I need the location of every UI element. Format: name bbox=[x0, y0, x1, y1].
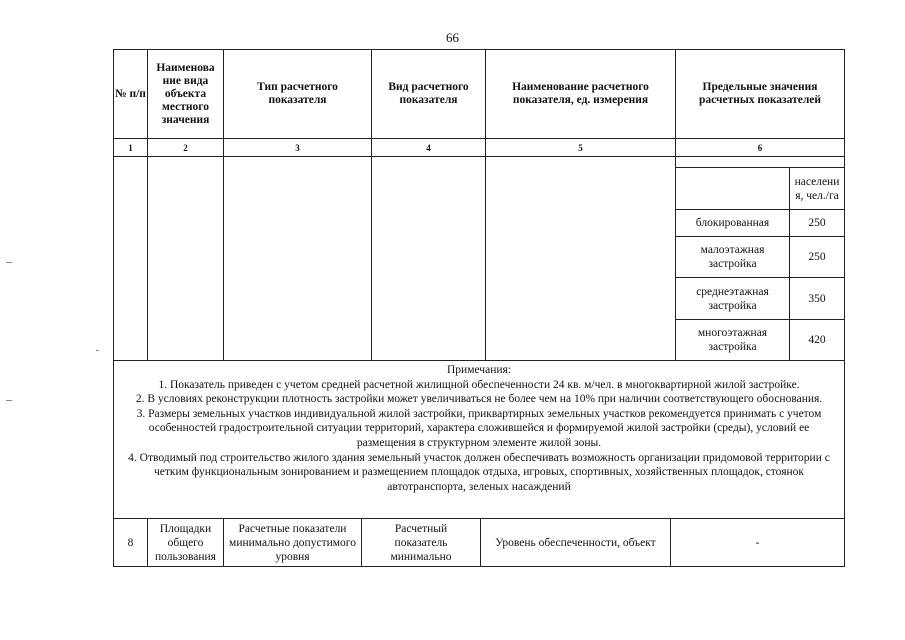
table-bottom-border bbox=[113, 566, 845, 567]
note-item: 1. Показатель приведен с учетом средней расчетной жилищной обеспеченности 24 кв. м/чел. в многоквартирной жилой застройке. bbox=[158, 378, 800, 391]
margin-mark bbox=[6, 400, 12, 401]
page-number: 66 bbox=[446, 30, 459, 45]
column-number: 5 bbox=[578, 142, 583, 153]
density-value-cell: 350 bbox=[808, 292, 826, 305]
margin-mark bbox=[6, 262, 12, 263]
row-number: 8 bbox=[127, 536, 134, 549]
column-number: 6 bbox=[757, 142, 763, 153]
column-number: 4 bbox=[426, 142, 431, 153]
header-limit-values: Предельные значения расчетных показателей bbox=[698, 81, 822, 106]
row-indicator-type: Расчетные показатели минимально допустимого уровня bbox=[229, 522, 356, 563]
row-indicator-kind: Расчетный показатель минимально bbox=[390, 522, 452, 563]
note-item: 3. Размеры земельных участков индивидуальной жилой застройки, приквартирных земельных участков рекомендуется принимать с учетом особенностей градостроительной ситуации территорий, характера сложившейся и формируемой жилой застройки (среды), условий ее размещения в структурном элементе жилой зоны. bbox=[136, 407, 822, 449]
header-object-name: Наименова ние вида объекта местного значения bbox=[156, 61, 215, 126]
column-number: 2 bbox=[183, 142, 188, 153]
header-number: № п/п bbox=[115, 87, 146, 100]
header-indicator-type: Тип расчетного показателя bbox=[257, 81, 338, 106]
margin-mark bbox=[96, 350, 99, 351]
note-item: 2. В условиях реконструкции плотность застройки может увеличиваться не более чем на 10% при наличии соответствующего обоснования. bbox=[135, 393, 823, 406]
density-value-cell: 250 bbox=[808, 217, 826, 229]
notes-title: Примечания: bbox=[447, 364, 511, 376]
row-indicator-name: Уровень обеспеченности, объект bbox=[495, 536, 656, 549]
density-type-cell: среднеэтажная застройка bbox=[696, 285, 769, 312]
column-number: 1 bbox=[128, 142, 133, 153]
notes-block bbox=[113, 361, 845, 519]
density-type-cell: многоэтажная застройка bbox=[697, 327, 768, 353]
density-unit-header: населени я, чел./га bbox=[794, 175, 840, 202]
header-indicator-kind: Вид расчетного показателя bbox=[388, 81, 469, 106]
density-type-cell: малоэтажная застройка bbox=[700, 244, 765, 270]
density-type-cell: блокированная bbox=[695, 217, 770, 229]
column-number: 3 bbox=[295, 142, 300, 153]
density-value-cell: 250 bbox=[808, 251, 826, 263]
density-value-cell: 420 bbox=[808, 334, 826, 346]
header-indicator-name: Наименование расчетного показателя, ед. измерения bbox=[512, 81, 649, 106]
note-item: 4. Отводимый под строительство жилого здания земельный участок должен обеспечивать возможность организации придомовой территории с четким функциональным зонированием и размещением площадок отдыха, игровых, спортивных, хозяйственных площадок, стоянок автотранспорта, зеленых насаждений bbox=[128, 451, 830, 493]
row-object-name: Площадки общего пользования bbox=[155, 522, 216, 563]
row-limit-value: - bbox=[755, 536, 760, 549]
norms-table bbox=[113, 49, 845, 567]
